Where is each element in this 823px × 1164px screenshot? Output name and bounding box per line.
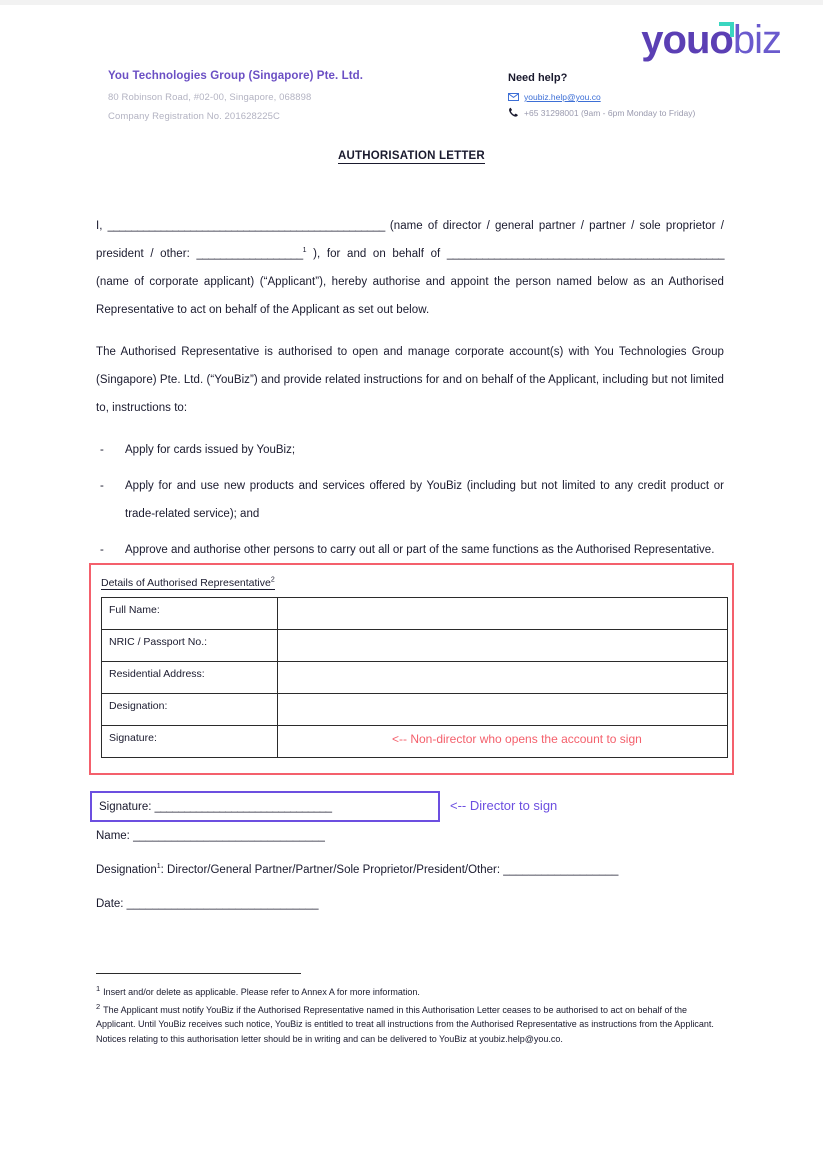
table-cell-value-designation[interactable] [278,694,728,726]
list-item [96,536,724,564]
director-signature-line [99,801,332,813]
designation-field-line[interactable] [96,862,736,879]
envelope-icon [508,93,519,101]
table-cell-label: Full Name: [102,598,278,630]
youbiz-logo [641,20,781,60]
company-name: You Technologies Group (Singapore) Pte. Ltd. [108,70,364,82]
help-phone-text: +65 31298001 (9am - 6pm Monday to Friday) [524,107,696,118]
table-cell-value-nric[interactable] [278,630,728,662]
table-cell-label: Signature: [102,726,278,758]
logo-o-mark [709,20,732,60]
footnote-2-text: The Applicant must notify YouBiz if the Authorised Representative named in this Authorisation Letter ceases to be authorised to act on behalf of the Applicant. Until YouBiz receives such notice, YouBiz is entitled to treat all instructions from the Authorised Representative as instructions from the Applicant. Notices relating to this authorisation letter should be in writing and can be delivered to YouBiz at youbiz.help@you.co. [96,1004,714,1044]
para1-blank-other: __________________ [196,248,303,260]
company-registration: Company Registration No. 201628225C [108,111,280,122]
footnote-1-marker: 1 [96,984,101,993]
list-item [96,436,724,464]
table-row [102,694,728,726]
list-item-text: Apply for cards issued by YouBiz; [125,444,296,456]
bullet-marker: - [100,544,104,556]
table-cell-label: NRIC / Passport No.: [102,630,278,662]
logo-text-o: o [709,18,733,62]
logo-teal-accent-icon [719,22,734,37]
document-title-text: AUTHORISATION LETTER [338,150,485,162]
footnote-1-text: Insert and/or delete as applicable. Please refer to Annex A for more information. [103,987,420,997]
page-top-strip [0,0,823,5]
para1-blank-applicant: _______________________________________________ [446,248,724,260]
help-email-row[interactable] [508,92,768,102]
table-row [102,630,728,662]
bullet-marker: - [100,480,104,492]
table-cell-label: Designation: [102,694,278,726]
table-row [102,598,728,630]
designation-footnote-marker: 1 [156,863,161,871]
rep-section-heading [101,577,275,590]
representative-details-table [101,597,728,758]
need-help-block [508,72,768,123]
table-cell-value-signature[interactable] [278,726,728,758]
document-body [96,212,724,572]
designation-options: : Director/General Partner/Partner/Sole Proprietor/President/Other: __________________ [160,864,619,876]
need-help-title: Need help? [508,72,568,84]
company-info-block [108,70,488,130]
signatory-fields [96,828,736,930]
para1-footnote-marker: 1 [302,247,307,255]
list-item-text: Apply for and use new products and services offered by YouBiz (including but not limited to any credit product or trade-related service); and [125,480,724,520]
footnotes-block [96,985,726,1049]
para1-blank-name: _______________________________________________ [107,220,385,232]
director-signature-blank: ______________________________ [154,800,332,813]
date-field-line[interactable]: Date: ______________________________ [96,898,319,910]
table-cell-value-full-name[interactable] [278,598,728,630]
document-title [0,150,823,162]
rep-section-heading-text: Details of Authorised Representative [101,577,271,589]
designation-label: Designation [96,864,157,876]
director-signature-box[interactable] [90,791,440,822]
director-signature-label: Signature: [99,800,155,813]
rep-heading-footnote-marker: 2 [270,576,275,584]
company-address: 80 Robinson Road, #02-00, Singapore, 068898 [108,92,312,103]
help-phone-row [508,107,768,118]
table-cell-label: Residential Address: [102,662,278,694]
list-item-text: Approve and authorise other persons to carry out all or part of the same functions as the Authorised Representative. [125,544,715,556]
paragraph-2: The Authorised Representative is authorised to open and manage corporate account(s) with You Technologies Group (Singapore) Pte. Ltd. (“YouBiz”) and provide related instructions for and on behalf of the Applicant, including but not limited to, instructions to: [96,346,724,414]
phone-icon [508,107,519,118]
para1-part-c: ), for and on behalf of [306,248,447,260]
para1-part-b: (name of director / general partner / partner / sole proprietor / president / other: [96,220,724,260]
list-item [96,472,724,528]
bullet-marker: - [100,444,104,456]
help-email-link[interactable]: youbiz.help@you.co [524,92,601,102]
footnote-2-marker: 2 [96,1001,101,1011]
table-row [102,726,728,758]
logo-text-you: you [641,18,710,62]
table-cell-value-address[interactable] [278,662,728,694]
para1-part-d: (name of corporate applicant) (“Applicant”), hereby authorise and appoint the person named below as an Authorised Representative to act on behalf of the Applicant as set out below. [96,276,724,316]
name-field-line[interactable]: Name: ______________________________ [96,830,325,842]
logo-text-biz: biz [732,18,781,62]
footnote-1 [96,985,726,1000]
footnote-2 [96,1003,726,1047]
instructions-list [96,436,724,564]
para1-part-a: I, [96,220,108,232]
footnote-separator [96,973,301,974]
table-row [102,662,728,694]
authorised-representative-section [89,563,734,775]
paragraph-1 [96,212,724,324]
director-sign-annotation: <-- Director to sign [450,798,558,813]
non-director-sign-annotation: <-- Non-director who opens the account to sign [392,732,642,746]
